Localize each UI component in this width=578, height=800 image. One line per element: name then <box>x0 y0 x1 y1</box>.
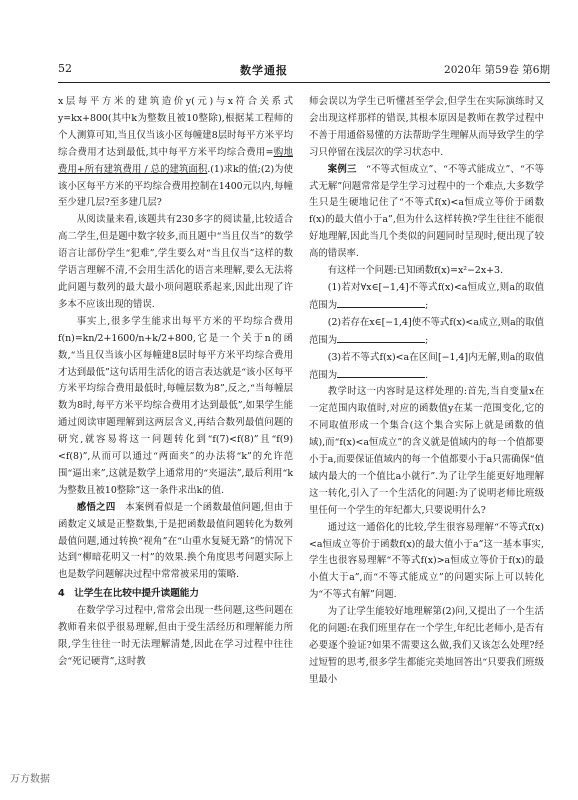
watermark: 万方数据 <box>10 774 50 785</box>
question-2: (2)若存在x∈[−1,4]使不等式f(x)<a成立,则a的取值范围为 ; <box>309 316 544 346</box>
paragraph: 师会误以为学生已听懂甚至学会,但学生在实际演练时又会出现这样那样的错误,其根本原因是教师在教学过程中不善于用通俗易懂的方法帮助学生理解从而导致学生的学习只停留在浅层次的学习状态中. <box>309 96 544 158</box>
question-3: (3)若不等式f(x)<a在区间[−1,4]内无解,则a的取值范围为 . <box>309 351 544 381</box>
right-column <box>309 94 544 689</box>
paragraph: 教学时这一内容时是这样处理的:首先,当自变量x在一定范围内取值时,对应的函数值y在某一范围变化,它的不同取值形成一个集合(这个集合实际上就是函数的值域),而“f(x)<a恒成立”的含义就是值域内的每一个值都要小于a,而要保证值域内的每一个值都要小于a只需确保“值域内最大的一个值比a小就行”.为了让学生能更好地理解这一转化,引入了一个生活化的问题:为了说明老师比班级里任何一个学生的年纪都大,只要说明什么? <box>309 386 544 516</box>
paragraph: 为了让学生能较好地理解第(2)问,又提出了一个生活化的问题:在我们班里存在一个学生,年纪比老师小,是否有必要逐个验证?如果不需要这么做,我们又该怎么处理?经过短暂的思考,很多学生都能完美地回答出“只要我们班级里最小 <box>309 606 544 685</box>
case-paragraph: 案例三 “不等式恒成立”、“不等式能成立”、“不等式无解”问题常常是学生学习过程中的一个难点,大多数学生只是生硬地记住了“不等式f(x)<a恒成立等价于函数f(x)的最大值小于a”,但为什么这样转换?学生往往不能很好地理解,因此当几个类似的问题同时呈现时,便出现了较高的错误率. <box>309 163 544 260</box>
answer-blank <box>337 297 425 308</box>
left-column <box>58 94 293 671</box>
cost-formula: 购地费用+所有建筑费用 / 总的建筑面积 <box>58 146 293 175</box>
insight-label: 感悟之四 <box>76 501 116 513</box>
page-header <box>58 62 550 78</box>
header-rule <box>58 82 550 83</box>
insight-paragraph: 感悟之四 本案例看似是一个函数最值问题,但由于函数定义域是正整数集,于是把函数最值问题转化为数列最值问题,通过转换“视角”在“山重水复疑无路”的情况下达到“柳暗花明又一村”的效果.换个角度思考问题实际上也是数学问题解决过程中常常被采用的策略. <box>58 501 293 581</box>
paragraph: 从阅读量来看,该题共有230多字的阅读量,比较适合高二学生,但是题中数字较多,而且题中“当且仅当”的数学语言让部份学生“犯难”,学生要么对“当且仅当”这样的数学语言理解不清,不会用生活化的语言来理解,要么无法将此问题与数列的最大最小项问题联系起来,因此出现了许多本不应该出现的错误. <box>58 214 293 310</box>
journal-name: 数学通报 <box>240 64 288 77</box>
page-number: 52 <box>58 62 72 75</box>
problem-statement: 有这样一个问题:已知函数f(x)=x²−2x+3. <box>327 265 503 277</box>
paragraph: x层每平方米的建筑造价y(元)与x符合关系式y=kx+800(其中k为整数且被10整除),根据某工程师的个人测算可知,当且仅当该小区每幢建8层时每平方米平均综合费用才达到最低,其中每平方米平均综合费用=购地费用+所有建筑费用 / 总的建筑面积.(1)求k的值;(2)为使该小区每平方米的平均综合费用控制在1400元以内,每幢至少建几层?至多建几层? <box>58 96 293 209</box>
case-label: 案例三 <box>327 163 357 175</box>
paragraph: 事实上,很多学生能求出每平方米的平均综合费用f(n)=kn/2+1600/n+k/2+800,它是一个关于n的函数,“当且仅当该小区每幢建8层时每平方米平均综合费用才达到最低”这句话用生活化的语言表达就是“该小区每平方米平均综合费用最低时,每幢层数为8”,反之,“当每幢层数为8时,每平方米平均综合费用才达到最低”,如果学生能通过阅读审题理解到这两层含义,再结合数列最值问题的研究,就容易将这一问题转化到“f(7)<f(8)”且“f(9)<f(8)”,从而可以通过“两面夹”的办法将“k”的允许范围“逼出来”,这就是数学上通常用的“夹逼法”,最后利用“k为整数且被10整除”这一条件求出k的值. <box>58 315 293 496</box>
answer-blank <box>337 332 425 343</box>
question-1: (1)若对∀x∈[−1,4]不等式f(x)<a恒成立,则a的取值范围为 ; <box>309 281 544 311</box>
issue-info: 2020年 第59卷 第6期 <box>444 64 550 76</box>
section-heading: 4 让学生在比较中提升读题能力 <box>58 588 199 600</box>
paragraph: 在数学学习过程中,常常会出现一些问题,这些问题在教师看来似乎很易理解,但由于受生活经历和理解能力所限,学生往往一时无法理解清楚,因此在学习过程中往往会“死记硬背”,这时教 <box>58 605 293 667</box>
paragraph: 通过这一通俗化的比较,学生很容易理解“不等式f(x)<a恒成立等价于函数f(x)的最大值小于a”这一基本事实,学生也很容易理解“不等式f(x)>a恒成立等价于f(x)的最小值大于a”,而“不等式能成立”的问题实际上可以转化为“不等式有解”问题. <box>309 521 544 601</box>
answer-blank <box>337 367 425 378</box>
